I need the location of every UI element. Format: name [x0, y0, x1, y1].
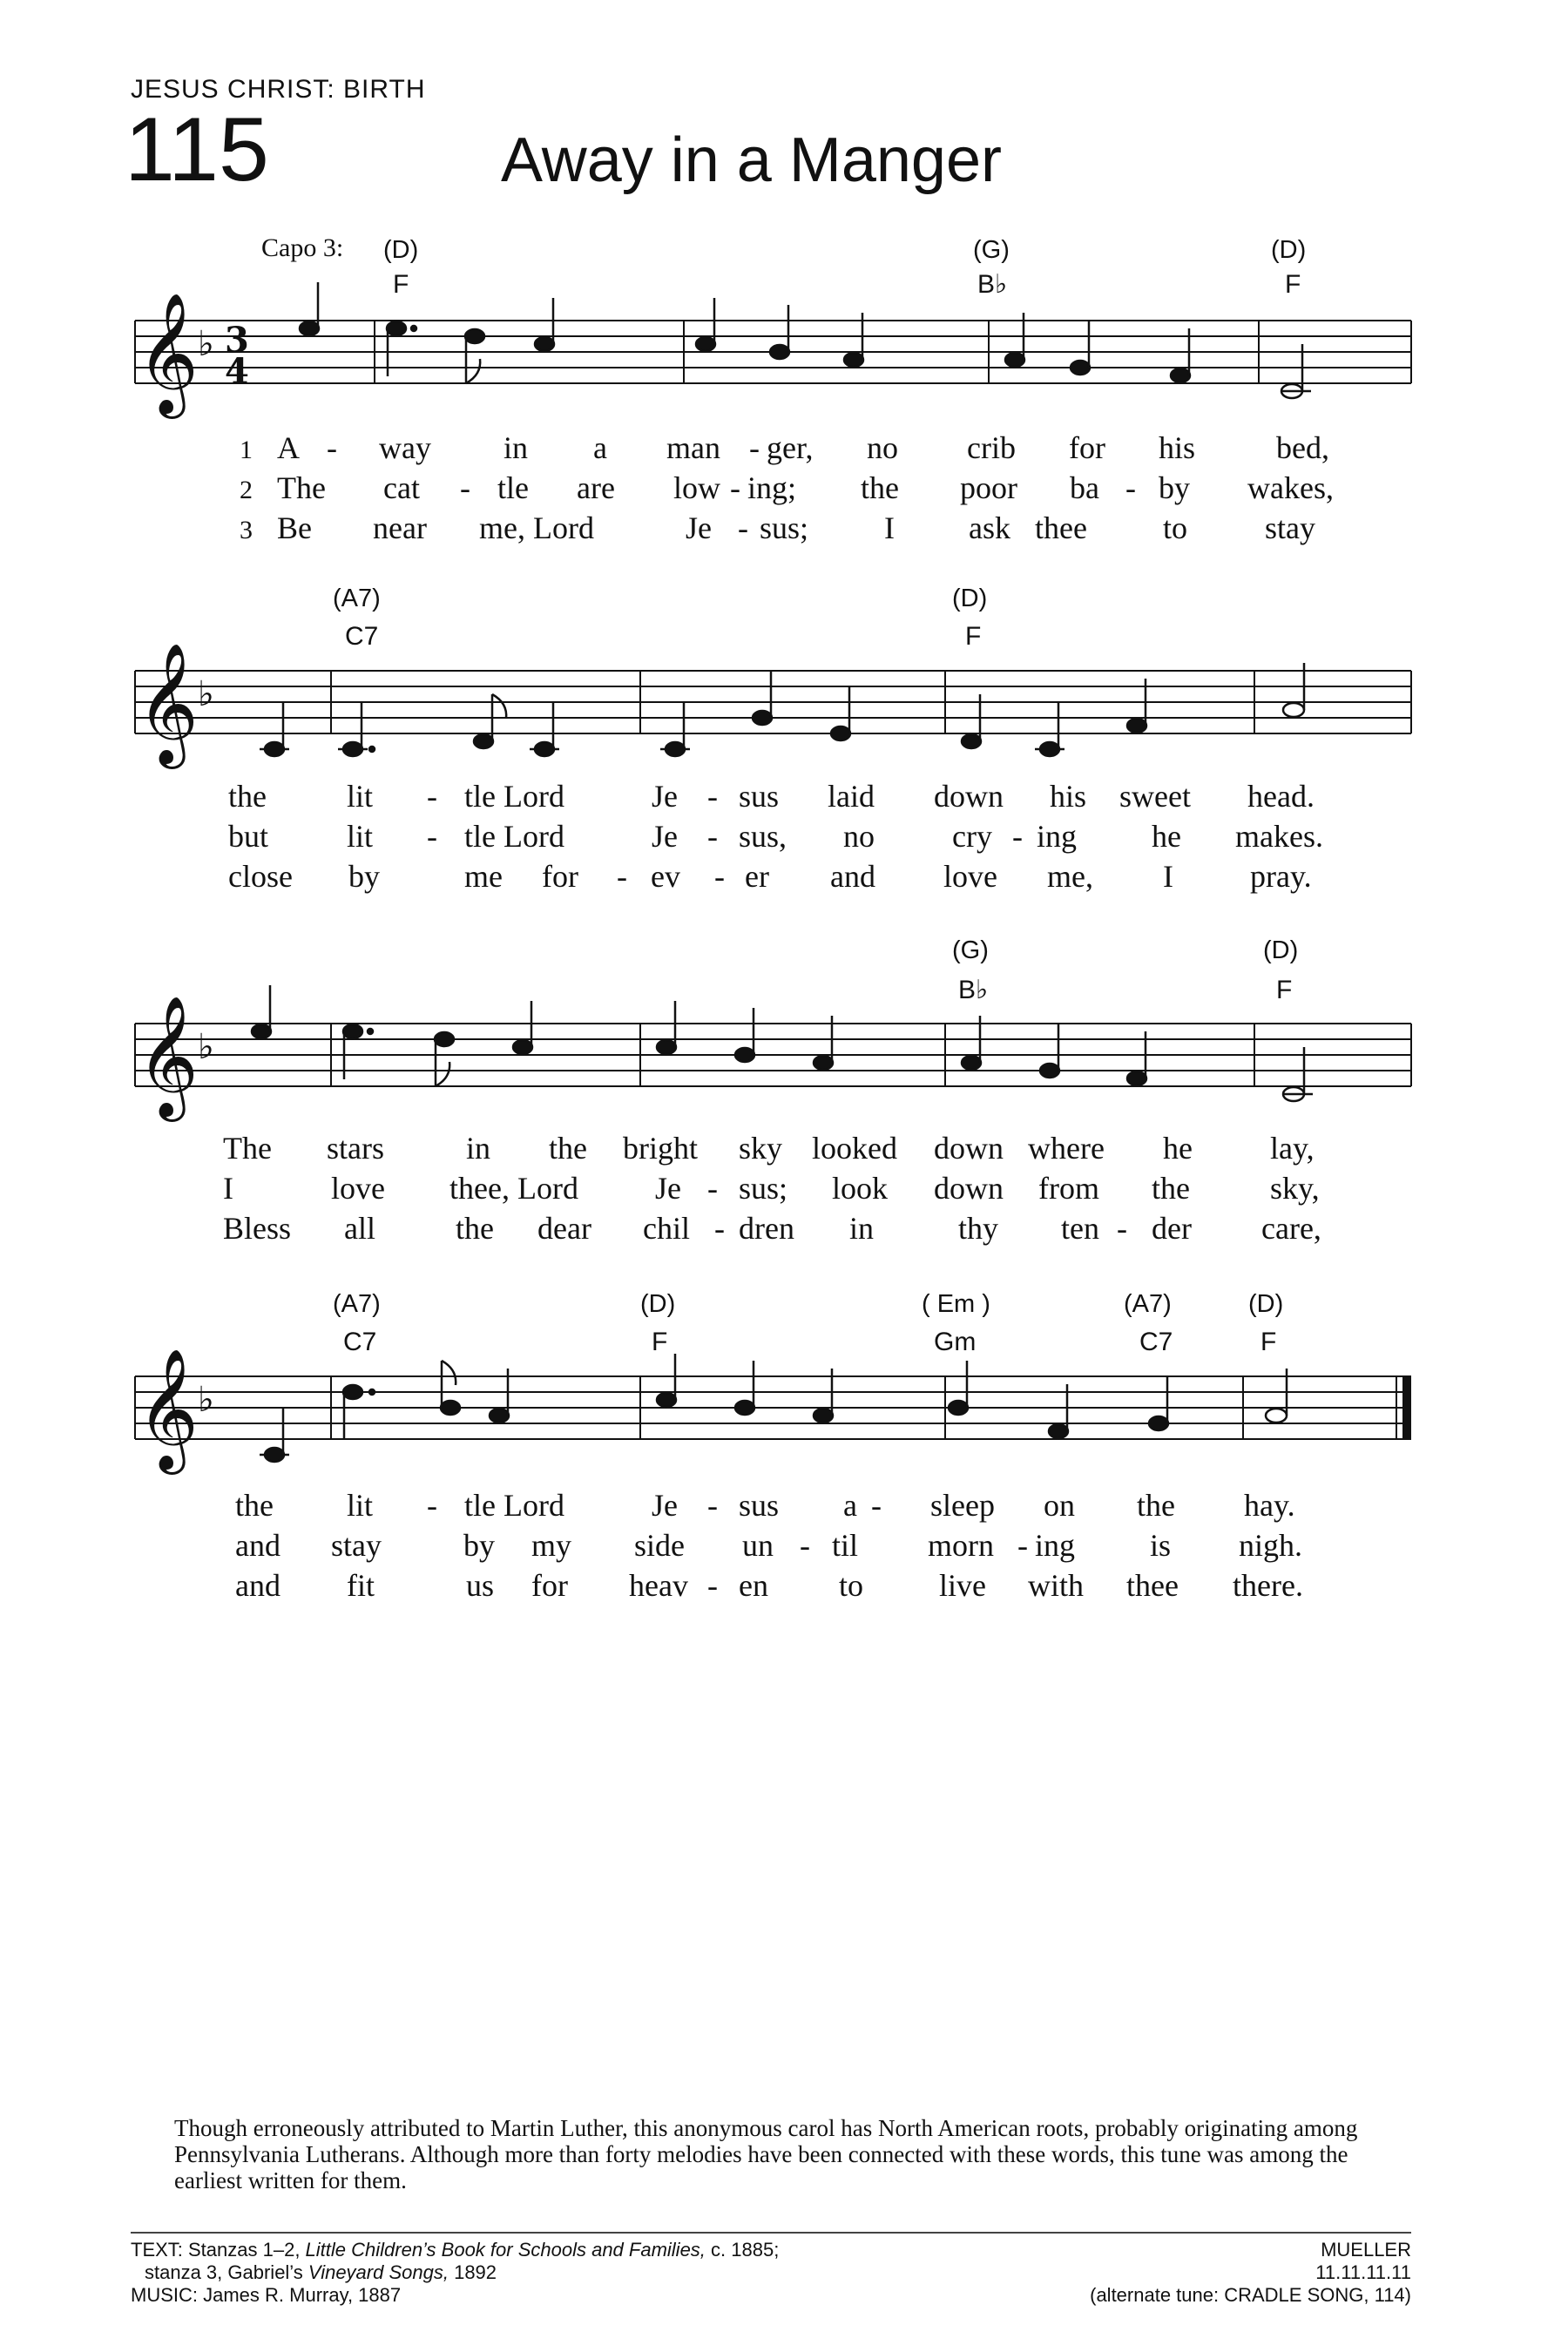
stanza3-credit-book: Vineyard Songs, [308, 2261, 449, 2283]
lyric: - [800, 1528, 810, 1563]
lyric: sus; [739, 1171, 788, 1206]
lyric: side [634, 1528, 685, 1563]
stanza3-credit [131, 2261, 779, 2284]
lyric: he [1152, 819, 1181, 854]
lyric: hay. [1244, 1488, 1295, 1523]
music-credit: MUSIC: James R. Murray, 1887 [131, 2284, 402, 2306]
system-1 [135, 236, 1411, 545]
lyric: thee, Lord [449, 1171, 578, 1206]
lyric: man [666, 430, 720, 465]
chord: F [393, 270, 409, 299]
treble-clef-icon: 𝄞 [137, 1348, 199, 1470]
lyric: heav [629, 1568, 688, 1603]
chord-alt: (D) [1263, 936, 1299, 964]
lyric: lay, [1270, 1131, 1315, 1166]
lyrics-line [228, 779, 1315, 814]
lyric: tle Lord [464, 1488, 564, 1523]
notes [260, 663, 1304, 756]
lyric: where [1028, 1131, 1105, 1166]
notes [252, 985, 1313, 1101]
lyric: thy [958, 1211, 999, 1246]
flat-icon: ♭ [198, 674, 214, 714]
stanza-number: 1 [240, 436, 253, 464]
lyric: I [884, 510, 895, 545]
lyric: Je [652, 1488, 678, 1523]
chord: B♭ [977, 270, 1008, 299]
time-signature: 3 [225, 320, 249, 361]
flat-icon: ♭ [198, 1027, 214, 1067]
time-signature: 4 [225, 351, 249, 392]
lyric: the [235, 1488, 274, 1523]
lyric: sweet [1119, 779, 1191, 814]
lyric: ing [1037, 819, 1078, 854]
treble-clef-icon: 𝄞 [137, 293, 199, 414]
lyric: - [871, 1488, 882, 1523]
staff [135, 282, 1411, 419]
chord-alt: (G) [973, 236, 1010, 264]
section-heading: JESUS CHRIST: BIRTH [131, 75, 426, 104]
lyric: wakes, [1247, 470, 1334, 505]
lyric: looked [812, 1131, 897, 1166]
lyric: his [1050, 779, 1087, 814]
lyric: - [738, 510, 748, 545]
lyric: - [707, 1568, 718, 1603]
chord-alt: (D) [1248, 1290, 1284, 1318]
lyric: in [849, 1211, 875, 1246]
chord: F [1260, 1328, 1277, 1356]
lyric: tle [497, 470, 529, 505]
lyric: - [460, 470, 470, 505]
lyric: - [707, 819, 718, 854]
lyric: tle Lord [464, 819, 564, 854]
lyric: sus [739, 1488, 780, 1523]
lyric: no [843, 819, 875, 854]
lyric: thee [1126, 1568, 1179, 1603]
chord: F [965, 622, 982, 651]
lyric: but [228, 819, 269, 854]
lyrics-line [228, 859, 1312, 894]
chord: F [1276, 976, 1293, 1004]
lyric: - [327, 430, 337, 465]
chord: F [652, 1328, 668, 1356]
text-credit-date: c. 1885; [705, 2239, 780, 2261]
lyric: the [456, 1211, 494, 1246]
lyric: way [379, 430, 431, 465]
chord-alt: (D) [383, 236, 419, 264]
chord: B♭ [958, 976, 989, 1004]
lyric: me [464, 859, 503, 894]
chord-alt: (A7) [1124, 1290, 1172, 1318]
stanza-number: 2 [240, 476, 253, 504]
lyric: sus [739, 779, 780, 814]
lyric: - [714, 859, 725, 894]
lyric: down [934, 779, 1004, 814]
lyric: for [531, 1568, 568, 1603]
staff [135, 985, 1411, 1122]
chord-alt: (D) [952, 585, 988, 612]
lyric: Je [652, 779, 678, 814]
lyric: and [235, 1568, 280, 1603]
chord-alt: (A7) [333, 1290, 381, 1318]
lyric: ask [969, 510, 1010, 545]
lyric: - [749, 430, 760, 465]
lyric: - [707, 1488, 718, 1523]
lyric: The [277, 470, 326, 505]
credits-right [1090, 2239, 1411, 2307]
lyric: a [843, 1488, 857, 1523]
lyric: bright [623, 1131, 698, 1166]
lyric: lit [347, 819, 374, 854]
lyric: - [730, 470, 740, 505]
lyric: to [839, 1568, 864, 1603]
lyric: his [1159, 430, 1196, 465]
lyric: and [830, 859, 875, 894]
lyric: low [673, 470, 720, 505]
capo-label: Capo 3: [261, 233, 344, 262]
notes [300, 282, 1311, 398]
lyrics-line [235, 1528, 1302, 1563]
lyric: - [1117, 1211, 1127, 1246]
historical-note: Though erroneously attributed to Martin Luther, this anonymous carol has North American roots, probably originating among Pennsylvania Lutherans. Although more than forty melodies have been connected with these words, this tune was among the earliest written for them. [174, 2115, 1358, 2193]
lyric: tle Lord [464, 779, 564, 814]
lyric: - [427, 779, 437, 814]
system-4 [135, 1290, 1411, 1603]
chord-alt: (G) [952, 936, 989, 964]
lyric: Je [652, 819, 678, 854]
meter: 11.11.11.11 [1315, 2261, 1411, 2283]
text-credit-label: TEXT: Stanzas 1–2, [131, 2239, 306, 2261]
lyric: thee [1035, 510, 1087, 545]
lyric: in [504, 430, 529, 465]
staff [135, 643, 1411, 769]
lyric: are [577, 470, 615, 505]
lyric: - [617, 859, 627, 894]
chord: F [1285, 270, 1301, 299]
lyrics-line [223, 1131, 1315, 1166]
lyric: from [1038, 1171, 1099, 1206]
lyric: down [934, 1131, 1004, 1166]
lyric: ing; [747, 470, 797, 505]
lyrics-line [277, 510, 1315, 545]
lyric: me, Lord [479, 510, 594, 545]
lyric: - [427, 819, 437, 854]
lyric: ing [1035, 1528, 1076, 1563]
lyric: the [228, 779, 267, 814]
lyrics-line [235, 1568, 1303, 1603]
stanza-number: 3 [240, 516, 253, 544]
lyric: in [466, 1131, 491, 1166]
lyric: fit [347, 1568, 375, 1603]
hymn-title: Away in a Manger [501, 125, 1002, 195]
lyric: the [1137, 1488, 1175, 1523]
lyric: en [739, 1568, 768, 1603]
lyric: chil [643, 1211, 690, 1246]
lyric: bed, [1276, 430, 1329, 465]
lyric: - [707, 779, 718, 814]
lyric: near [373, 510, 427, 545]
lyrics-line [223, 1211, 1321, 1246]
lyric: - [714, 1211, 725, 1246]
credits-left [131, 2239, 779, 2307]
flat-icon: ♭ [198, 324, 214, 364]
lyrics-line [228, 819, 1323, 854]
lyric: there. [1233, 1568, 1303, 1603]
chord: C7 [345, 622, 379, 651]
lyric: he [1163, 1131, 1193, 1166]
text-credit-book: Little Children’s Book for Schools and Families, [305, 2239, 706, 2261]
stanza3-credit-label: stanza 3, Gabriel’s [145, 2261, 308, 2283]
lyric: sky, [1270, 1171, 1320, 1206]
lyric: The [223, 1131, 272, 1166]
chord: Gm [934, 1328, 977, 1356]
lyric: dear [537, 1211, 591, 1246]
lyric: poor [960, 470, 1017, 505]
lyric: by [1159, 470, 1190, 505]
lyric: Je [686, 510, 712, 545]
lyric: us [466, 1568, 495, 1603]
lyric: pray. [1250, 859, 1312, 894]
tune-name: MUELLER [1321, 2239, 1411, 2261]
lyrics-line [277, 430, 1329, 465]
lyric: the [549, 1131, 587, 1166]
lyric: sky [739, 1131, 783, 1166]
lyric: lit [347, 779, 374, 814]
chord: C7 [343, 1328, 377, 1356]
lyric: the [1152, 1171, 1190, 1206]
lyric: - [1017, 1528, 1028, 1563]
final-barline [1402, 1376, 1411, 1439]
lyric: - [707, 1171, 718, 1206]
lyric: by [348, 859, 380, 894]
lyric: no [867, 430, 898, 465]
staff [135, 1348, 1411, 1475]
treble-clef-icon: 𝄞 [137, 996, 199, 1117]
lyric: stay [1265, 510, 1315, 545]
lyric: sus, [739, 819, 787, 854]
lyric: un [742, 1528, 774, 1563]
flat-icon: ♭ [198, 1380, 214, 1420]
lyric: ba [1070, 470, 1099, 505]
lyric: for [542, 859, 578, 894]
chord: C7 [1139, 1328, 1173, 1356]
alternate-tune: (alternate tune: CRADLE SONG, 114) [1090, 2284, 1411, 2306]
lyric: laid [828, 779, 875, 814]
chord-alt: (A7) [333, 585, 381, 612]
lyric: stars [327, 1131, 384, 1166]
lyric: on [1044, 1488, 1075, 1523]
lyrics-line [223, 1171, 1320, 1206]
lyric: a [593, 430, 607, 465]
text-credit [131, 2239, 779, 2261]
lyric: is [1150, 1528, 1172, 1563]
lyric: for [1069, 430, 1105, 465]
chord-alt: (D) [1271, 236, 1307, 264]
lyric: sleep [930, 1488, 995, 1523]
lyric: by [463, 1528, 495, 1563]
lyric: and [235, 1528, 280, 1563]
chord-alt: ( Em ) [922, 1290, 990, 1318]
lyric: er [745, 859, 769, 894]
lyric: lit [347, 1488, 374, 1523]
lyric: love [943, 859, 997, 894]
lyric: look [832, 1171, 889, 1206]
lyric: Bless [223, 1211, 292, 1246]
lyric: down [934, 1171, 1004, 1206]
lyric: close [228, 859, 293, 894]
lyric: I [223, 1171, 233, 1206]
lyric: cry [952, 819, 992, 854]
lyric: A [277, 430, 300, 465]
lyric: ger, [767, 430, 814, 465]
lyric: me, [1047, 859, 1093, 894]
lyric: I [1163, 859, 1173, 894]
treble-clef-icon: 𝄞 [137, 643, 199, 764]
lyric: - [1125, 470, 1136, 505]
lyric: ev [651, 859, 680, 894]
lyric: all [344, 1211, 375, 1246]
lyric: - [427, 1488, 437, 1523]
lyric: crib [967, 430, 1016, 465]
lyric: - [1012, 819, 1023, 854]
lyric: dren [739, 1211, 794, 1246]
lyric: to [1163, 510, 1188, 545]
lyric: ten [1061, 1211, 1099, 1246]
lyric: nigh. [1239, 1528, 1303, 1563]
lyric: Je [655, 1171, 681, 1206]
lyric: morn [928, 1528, 994, 1563]
lyrics-line [277, 470, 1334, 505]
lyric: my [531, 1528, 572, 1563]
lyric: Be [277, 510, 312, 545]
lyric: makes. [1235, 819, 1323, 854]
chord-alt: (D) [640, 1290, 676, 1318]
lyric: with [1028, 1568, 1085, 1603]
lyric: stay [331, 1528, 382, 1563]
lyric: care, [1261, 1211, 1321, 1246]
lyric: cat [383, 470, 420, 505]
stanza3-credit-date: 1892 [448, 2261, 497, 2283]
lyrics-line [235, 1488, 1295, 1523]
lyric: sus; [760, 510, 809, 545]
lyric: til [832, 1528, 859, 1563]
lyric: the [861, 470, 899, 505]
lyric: der [1152, 1211, 1192, 1246]
lyric: love [331, 1171, 385, 1206]
lyric: live [939, 1568, 986, 1603]
system-2 [135, 585, 1411, 894]
hymn-number: 115 [125, 99, 269, 200]
lyric: head. [1247, 779, 1315, 814]
system-3 [135, 936, 1411, 1246]
divider [131, 2232, 1411, 2234]
